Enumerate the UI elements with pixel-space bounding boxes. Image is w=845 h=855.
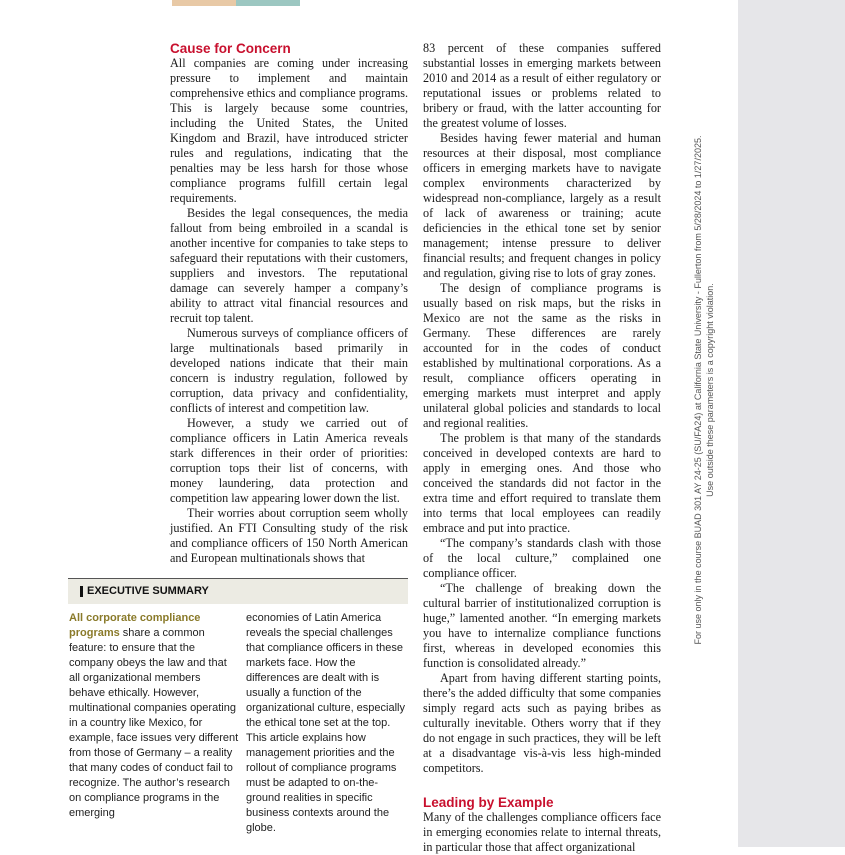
paragraph: Besides the legal consequences, the media fallout from being embroiled in a scandal is another incentive for companies to take steps to safeguard their reputations with their customers, suppliers and investors. The reputational damage can severely hamper a company’s ability to attract vital financial resources and recruit top talent. — [170, 206, 408, 325]
paragraph: Numerous surveys of compliance officers of large multinationals based primarily in developed nations indicate that their main concern is industry regulation, followed by corruption, data privacy and confidentiality, conflicts of interest and competition law. — [170, 326, 408, 415]
article-column-1 — [170, 41, 408, 566]
paragraph: Their worries about corruption seem wholly justified. An FTI Consulting study of the risk and compliance officers of 150 North American and European multinationals shows that — [170, 506, 408, 565]
executive-summary-label: EXECUTIVE SUMMARY — [87, 585, 209, 597]
bar-marker-icon — [80, 586, 83, 597]
executive-summary-lead: All corporate compliance programs — [69, 612, 201, 639]
paragraph: “The challenge of breaking down the cultural barrier of institutionalized corruption is huge,” lamented another. “In emerging markets you have to internalize compliance functions first, whereas in developed economies this function is consolidated already.” — [423, 581, 661, 670]
section-heading-cause-for-concern: Cause for Concern — [170, 41, 291, 56]
paragraph: “The company’s standards clash with those of the local culture,” complained one compliance officer. — [423, 536, 661, 580]
paragraph: The problem is that many of the standards conceived in developed contexts are hard to apply in emerging ones. And those who conceived the standards did not factor in the extra time and effort required to translate them into terms that local employees can readily embrace and put into practice. — [423, 431, 661, 535]
executive-summary-banner — [68, 578, 408, 604]
paragraph: All companies are coming under increasing pressure to implement and maintain comprehensive ethics and compliance programs. This is largely because some countries, including the United States, the United Kingdom and Brazil, have introduced stricter rules and regulations, indicating that the penalties may be less harsh for those whose compliance programs fulfill certain legal requirements. — [170, 56, 408, 205]
paragraph: Besides having fewer material and human resources at their disposal, most compliance officers in emerging markets have to navigate complex environments characterized by widespread non-compliance, largely as a result of lack of awareness or training; acute deficiencies in the ethical tone set by senior management; intense pressure to deliver financial results; and frequent changes in policy and regulation, giving rise to lots of gray zones. — [423, 131, 661, 280]
paragraph: 83 percent of these companies suffered substantial losses in emerging markets between 2010 and 2014 as a result of either regulatory or reputational issues or problems related to bribery or fraud, with the latter accounting for the greatest volume of losses. — [423, 41, 661, 130]
article-column-2 — [423, 41, 661, 855]
executive-summary-text: share a common feature: to ensure that the company obeys the law and that all organizational members behave ethically. However, multinational companies operating in a country like Mexico, for example, face issues very different from those of Germany – a reality that many codes of conduct fail to recognize. The author’s research on compliance programs in the emerging — [69, 627, 239, 819]
paragraph: Apart from having different starting points, there’s the added difficulty that some companies simply regard acts such as paying bribes as culturally inevitable. Others worry that if they do not engage in such practices, they will be left at a disadvantage vis-à-vis less high-minded competitors. — [423, 671, 661, 775]
paragraph: However, a study we carried out of compliance officers in Latin America reveals stark differences in their order of priorities: corruption tops their list of concerns, with money laundering, data protection and competition law appearing lower down the list. — [170, 416, 408, 505]
executive-summary-text: economies of Latin America reveals the special challenges that compliance officers in these markets face. How the differences are dealt with is usually a function of the organizational culture, especially the ethical tone set at the top. This article explains how management priorities and the rollout of compliance programs must be adapted to on-the-ground realities in specific business contexts around the globe. — [246, 612, 405, 834]
section-heading-leading-by-example: Leading by Example — [423, 795, 554, 810]
paragraph: Many of the challenges compliance officers face in emerging economies relate to internal threats, in particular those that affect organizational — [423, 810, 661, 854]
copyright-watermark — [692, 105, 716, 675]
watermark-line-1: For use only in the course BUAD 301 AY 24-25 (SU/FA24) at California State University - Fullerton from 5/28/2024 to 1/27/2025. — [693, 135, 703, 645]
page-margin-sidebar — [738, 0, 845, 847]
watermark-line-2: Use outside these parameters is a copyright violation. — [705, 283, 715, 497]
top-image-strip — [172, 0, 300, 6]
paragraph: The design of compliance programs is usually based on risk maps, but the risks in Mexico are not the same as the risks in Germany. These differences are rarely accounted for in the codes of conduct established by multinational corporations. As a result, compliance officers operating in emerging markets must interpret and apply unilateral global policies and standards to local and regional realities. — [423, 281, 661, 430]
executive-summary-column-2 — [246, 611, 406, 836]
executive-summary-column-1 — [69, 611, 239, 821]
executive-summary-title — [80, 585, 209, 597]
